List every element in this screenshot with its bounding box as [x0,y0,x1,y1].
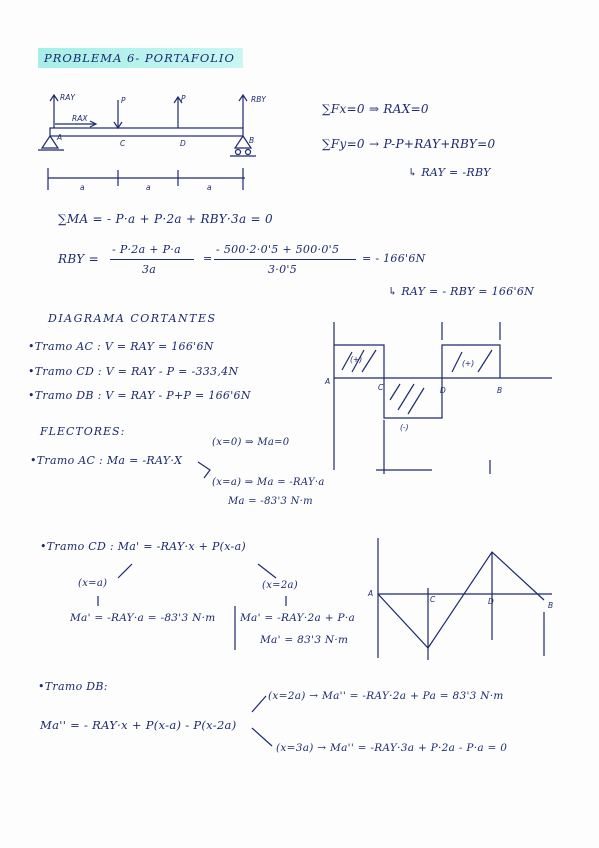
label-p-c: P [121,96,126,105]
eq-rby-equals: = [203,252,213,265]
bending-tramo-cd: •Tramo CD : Ma' = -RAY·x + P(x-a) [40,540,247,553]
shear-label-d: D [440,386,446,395]
bending-tramo-ac: •Tramo AC : Ma = -RAY·X [30,454,183,467]
bending-cd-result-2b: Ma' = 83'3 N·m [260,634,349,646]
shear-tramo-cd: •Tramo CD : V = RAY - P = -333,4N [28,365,239,378]
eq-ray-result: ↳ RAY = -RBY [408,166,491,179]
bending-cd-xa: (x=a) [78,578,108,589]
eq-rby-den: 3a [142,263,157,276]
eq-sum-fy: ∑Fy=0 → P-P+RAY+RBY=0 [322,137,496,151]
label-span-2: a [146,183,151,192]
shear-label-c: C [378,383,384,392]
bending-ac-x0: (x=0) ⇒ Ma=0 [212,437,290,448]
eq-rby-lhs: RBY = [58,252,99,266]
bending-tramo-db: •Tramo DB: [38,680,108,693]
bending-cd-result-2a: Ma' = -RAY·2a + P·a [240,612,356,624]
eq-rby-den2: 3·0'5 [268,263,298,276]
shear-heading: DIAGRAMA CORTANTES [48,312,217,325]
bending-db-x3a: (x=3a) → Ma'' = -RAY·3a + P·2a - P·a = 0 [276,742,508,754]
label-point-d: D [180,139,186,148]
bending-heading: FLECTORES: [40,425,126,438]
label-ray: RAY [60,93,75,102]
bending-cd-x2a: (x=2a) [262,580,298,591]
label-point-c: C [120,139,126,148]
bending-cd-result-1: Ma' = -RAY·a = -83'3 N·m [70,612,216,624]
bending-db-x2a: (x=2a) → Ma'' = -RAY·2a + Pa = 83'3 N·m [268,690,504,702]
shear-sign-neg: (-) [400,423,409,432]
shear-tramo-ac: •Tramo AC : V = RAY = 166'6N [28,340,214,353]
bending-ac-value: Ma = -83'3 N·m [228,496,313,507]
eq-rby-num: - P·2a + P·a [112,243,181,256]
label-rax: RAX [72,114,88,123]
label-point-a: A [57,133,63,142]
moment-label-d: D [488,597,494,606]
moment-curve [378,552,544,648]
eq-rby-num2: - 500·2·0'5 + 500·0'5 [216,243,340,256]
shear-label-a: A [325,377,331,386]
label-point-b: B [249,136,255,145]
eq-ray-final: ↳ RAY = - RBY = 166'6N [388,285,535,298]
bending-ac-xa: (x=a) ⇒ Ma = -RAY·a [212,477,325,488]
shear-sign-pos-2: (+) [462,359,475,368]
label-rby: RBY [251,95,266,104]
moment-label-c: C [430,595,436,604]
eq-rby-result: = - 166'6N [362,252,426,265]
label-span-3: a [207,183,212,192]
shear-sign-pos-1: (+) [350,355,363,364]
shear-tramo-db: •Tramo DB : V = RAY - P+P = 166'6N [28,389,251,402]
shear-label-b: B [497,386,503,395]
page-title: PROBLEMA 6- PORTAFOLIO [38,48,243,68]
label-span-1: a [80,183,85,192]
bending-db-equation: Ma'' = - RAY·x + P(x-a) - P(x-2a) [40,718,237,732]
moment-label-a: A [368,589,374,598]
eq-sum-fx: ∑Fx=0 ⇒ RAX=0 [322,102,429,116]
moment-label-b: B [548,601,554,610]
label-p-d: P [181,94,186,103]
eq-sum-ma: ∑MA = - P·a + P·2a + RBY·3a = 0 [58,212,273,226]
